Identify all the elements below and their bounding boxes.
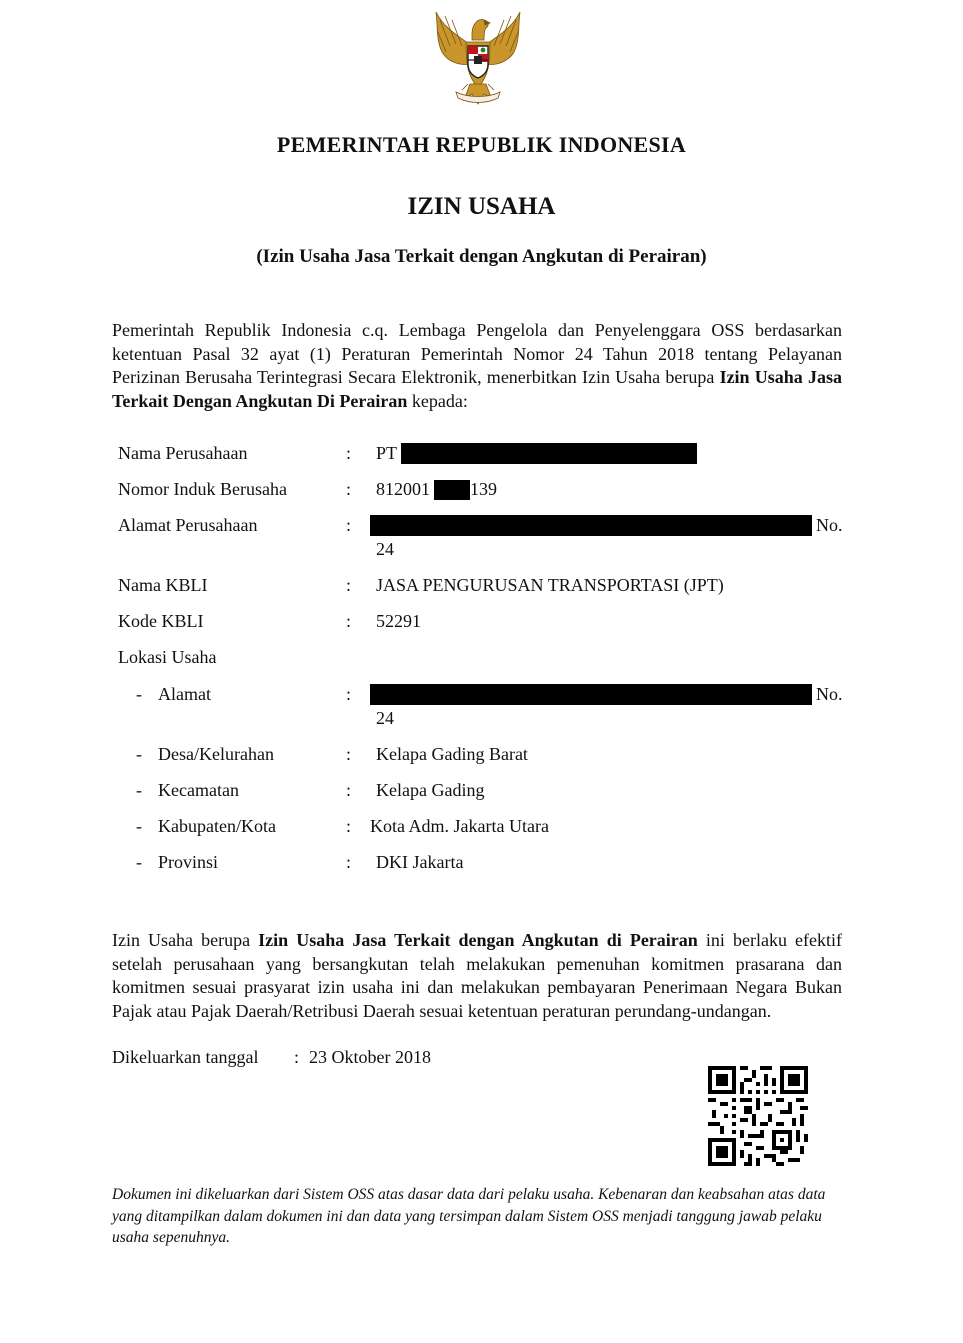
intro-permit-type: Izin Usaha Jasa Terkait Dengan Angkutan Di Perairan <box>112 367 843 411</box>
document-subtitle: (Izin Usaha Jasa Terkait dengan Angkutan di Perairan) <box>256 246 707 267</box>
company-address-continuation: 24 <box>376 539 394 559</box>
dash: - <box>136 744 142 764</box>
kbli-code-label: Kode KBLI <box>118 611 204 631</box>
colon: : <box>346 443 352 463</box>
nib-prefix: 812001 <box>376 479 430 499</box>
validity-text-end: ini berlaku efektif setelah perusahaan yang bersangkutan telah melakukan pemenuhan komitmen prasarana dan komitmen sesuai prasyarat izin usaha ini dan melakukan pembayaran Penerimaan Negara Bukan Pajak atau Pajak Daerah/Retribusi Daerah sesuai ketentuan peraturan perundang-undangan. <box>112 930 842 1021</box>
government-title: PEMERINTAH REPUBLIK INDONESIA <box>276 132 687 157</box>
colon: : <box>294 1047 300 1067</box>
address-label: Alamat <box>158 684 211 704</box>
colon: : <box>346 684 352 704</box>
company-name-label: Nama Perusahaan <box>118 443 248 463</box>
kbli-name-value: JASA PENGURUSAN TRANSPORTASI (JPT) <box>376 575 724 595</box>
company-address-no: No. <box>816 515 843 535</box>
village-value: Kelapa Gading Barat <box>376 744 528 764</box>
dash: - <box>136 852 142 872</box>
redaction-company-name <box>401 443 697 464</box>
validity-text: Izin Usaha berupa <box>112 930 259 950</box>
kbli-name-label: Nama KBLI <box>118 575 208 595</box>
redaction-company-address <box>370 515 812 536</box>
province-label: Provinsi <box>158 852 219 872</box>
dash: - <box>136 684 142 704</box>
colon: : <box>346 515 352 535</box>
location-label: Lokasi Usaha <box>118 647 217 667</box>
colon: : <box>346 852 352 872</box>
colon: : <box>346 611 352 631</box>
colon: : <box>346 780 352 800</box>
issued-date: 23 Oktober 2018 <box>309 1047 431 1067</box>
kbli-code-value: 52291 <box>376 611 421 631</box>
dash: - <box>136 816 142 836</box>
redaction-nib <box>434 480 470 500</box>
disclaimer-text: Dokumen ini dikeluarkan dari Sistem OSS atas dasar data dari pelaku usaha. Kebenaran dan keabsahan atas data yang ditampilkan dalam dokumen ini dan data yang tersimpan dalam Sistem OSS menjadi tanggung jawab pelaku usaha sepenuhnya. <box>112 1186 826 1246</box>
address-continuation: 24 <box>376 708 394 728</box>
colon: : <box>346 744 352 764</box>
company-address-label: Alamat Perusahaan <box>118 515 258 535</box>
address-no: No. <box>816 684 843 704</box>
village-label: Desa/Kelurahan <box>158 744 274 764</box>
qr-code-icon <box>708 1066 808 1166</box>
redaction-location-address <box>370 684 812 705</box>
city-label: Kabupaten/Kota <box>158 816 276 836</box>
province-value: DKI Jakarta <box>376 852 464 872</box>
district-label: Kecamatan <box>158 780 239 800</box>
document-title: IZIN USAHA <box>407 193 556 220</box>
nib-label: Nomor Induk Berusaha <box>118 479 287 499</box>
dash: - <box>136 780 142 800</box>
colon: : <box>346 479 352 499</box>
intro-paragraph <box>112 319 842 413</box>
company-name-value: PT <box>376 443 398 463</box>
colon: : <box>346 575 352 595</box>
city-value: Kota Adm. Jakarta Utara <box>370 816 549 836</box>
colon: : <box>346 816 352 836</box>
validity-permit-type: Izin Usaha Jasa Terkait dengan Angkutan di Perairan <box>258 930 698 950</box>
nib-suffix: 139 <box>470 479 497 499</box>
issued-label: Dikeluarkan tanggal <box>112 1047 259 1067</box>
intro-text: Pemerintah Republik Indonesia c.q. Lembaga Pengelola dan Penyelenggara OSS berdasarkan ketentuan Pasal 32 ayat (1) Peraturan Pemerintah Nomor 24 Tahun 2018 tentang Pelayanan Perizinan Berusaha Terintegrasi Secara Elektronik, menerbitkan Izin Usaha berupa <box>112 320 842 387</box>
validity-paragraph <box>112 929 842 1023</box>
intro-text-end: kepada: <box>407 390 468 411</box>
garuda-emblem-icon <box>428 6 528 108</box>
district-value: Kelapa Gading <box>376 780 485 800</box>
issued-date-row <box>112 1046 431 1069</box>
